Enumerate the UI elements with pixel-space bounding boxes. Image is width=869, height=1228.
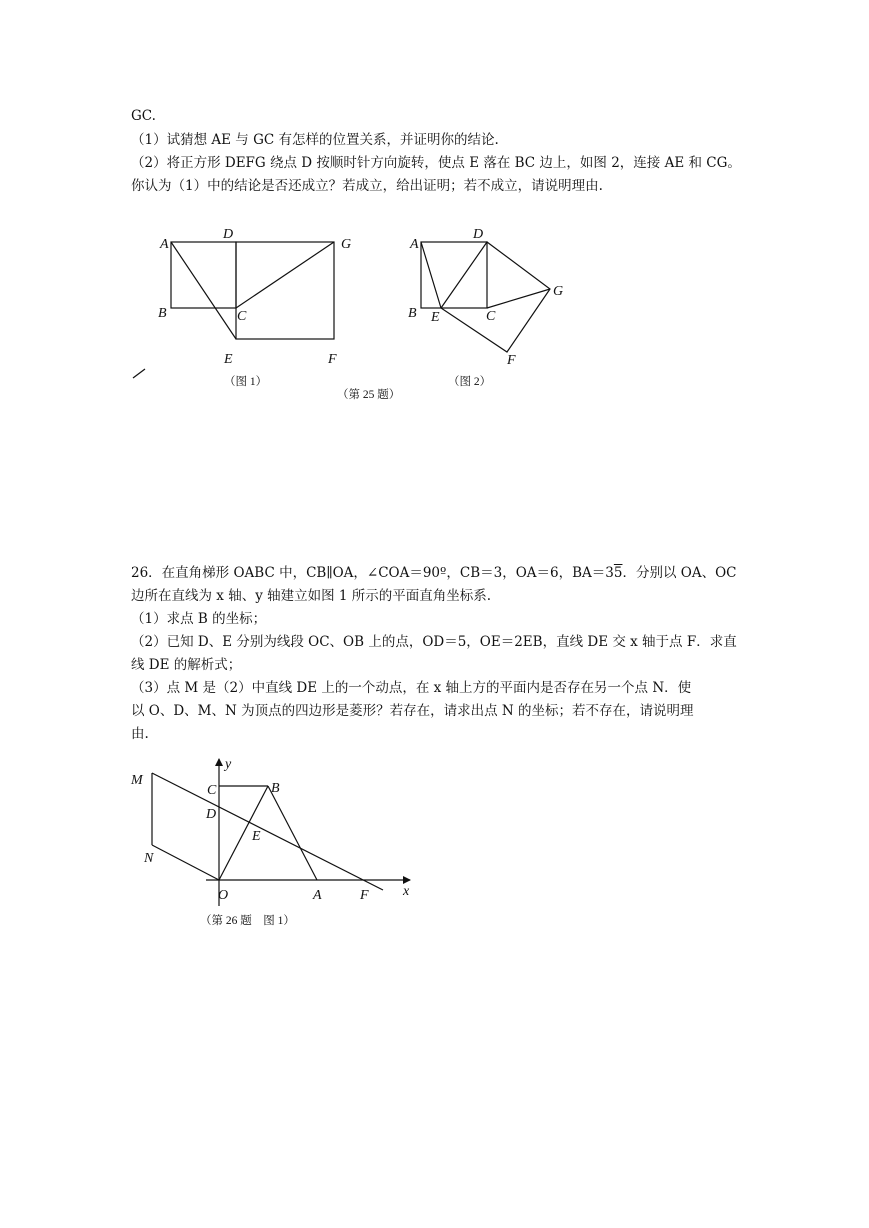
fig1-label-d: D	[223, 227, 234, 242]
q26-line-5: 线 DE 的解析式；	[131, 657, 242, 673]
fig1-segment-ae	[171, 242, 236, 339]
q25-line-2: （1）试猜想 AE 与 GC 有怎样的位置关系，并证明你的结论.	[131, 132, 499, 148]
fig1-label-g: G	[341, 237, 352, 252]
label-e: E	[252, 829, 261, 844]
fig2-label-g: G	[553, 284, 564, 299]
fig1-label-f: F	[328, 352, 337, 367]
q25-line-1: GC.	[131, 108, 156, 124]
fig1-label-b: B	[158, 306, 167, 321]
segment-ob	[219, 786, 268, 880]
fig2-caption: （图 2）	[448, 376, 492, 388]
fig1-label-c: C	[237, 309, 247, 324]
fig1-caption: （图 1）	[224, 376, 268, 388]
fig1-label-e: E	[224, 352, 233, 367]
fig2-label-c: C	[486, 309, 496, 324]
label-m: M	[131, 773, 143, 788]
q25-figures	[0, 0, 869, 420]
label-d: D	[206, 807, 217, 822]
q26-line-4: （2）已知 D、E 分别为线段 OC、OB 上的点，OD＝5，OE＝2EB，直线 DE 交 x 轴于点 F．求直	[131, 634, 737, 650]
label-n: N	[144, 851, 154, 866]
q26-line-8: 由.	[131, 726, 149, 742]
fig1-label-a: A	[160, 237, 169, 252]
label-o: O	[218, 888, 229, 903]
fig1-square-abcd	[171, 242, 236, 308]
segment-no	[152, 845, 219, 880]
q26-line-1-pre: 26．在直角梯形 OABC 中，CB∥OA，∠COA＝90º，CB＝3，OA＝6，BA＝3	[131, 565, 614, 581]
q25-line-4: 你认为（1）中的结论是否还成立？若成立，给出证明；若不成立，请说明理由.	[131, 178, 603, 194]
fig1-segment-cg	[236, 242, 334, 308]
q25-line-3: （2）将正方形 DEFG 绕点 D 按顺时针方向旋转，使点 E 落在 BC 边上，如图 2，连接 AE 和 CG。	[131, 155, 741, 171]
fig2-label-a: A	[410, 237, 419, 252]
q26-sqrt-value: 5	[613, 565, 623, 581]
q26-line-1	[131, 564, 736, 582]
fig2-segment-cg	[487, 289, 550, 308]
fig2-label-e: E	[431, 310, 440, 325]
fig2-label-d: D	[473, 227, 484, 242]
fig2-segment-ae	[421, 242, 441, 308]
q26-line-7: 以 O、D、M、N 为顶点的四边形是菱形？若存在，请求出点 N 的坐标；若不存在，请说明理	[131, 703, 694, 719]
label-f: F	[360, 888, 369, 903]
fig2-label-b: B	[408, 306, 417, 321]
q26-line-1-post: ．分别以 OA、OC	[622, 565, 737, 581]
fig2-square-defg	[441, 242, 550, 352]
label-x: x	[403, 884, 410, 899]
line-de	[152, 773, 383, 890]
q26-line-6: （3）点 M 是（2）中直线 DE 上的一个动点，在 x 轴上方的平面内是否存在另一个点 N．使	[131, 680, 692, 696]
segment-ba	[268, 786, 317, 880]
label-b: B	[271, 781, 280, 796]
stray-mark	[133, 369, 145, 378]
label-y: y	[225, 757, 232, 772]
q26-figure-caption: （第 26 题 图 1）	[200, 915, 295, 927]
q26-line-3: （1）求点 B 的坐标；	[131, 611, 267, 627]
label-c: C	[207, 783, 217, 798]
q26-line-2: 边所在直线为 x 轴、y 轴建立如图 1 所示的平面直角坐标系.	[131, 588, 492, 604]
label-a: A	[313, 888, 322, 903]
q25-caption: （第 25 题）	[337, 389, 401, 401]
fig2-label-f: F	[507, 353, 516, 368]
fig1-square-cdgf	[236, 242, 334, 339]
q25-figure-2	[408, 227, 563, 388]
q25-figure-1	[158, 227, 351, 388]
